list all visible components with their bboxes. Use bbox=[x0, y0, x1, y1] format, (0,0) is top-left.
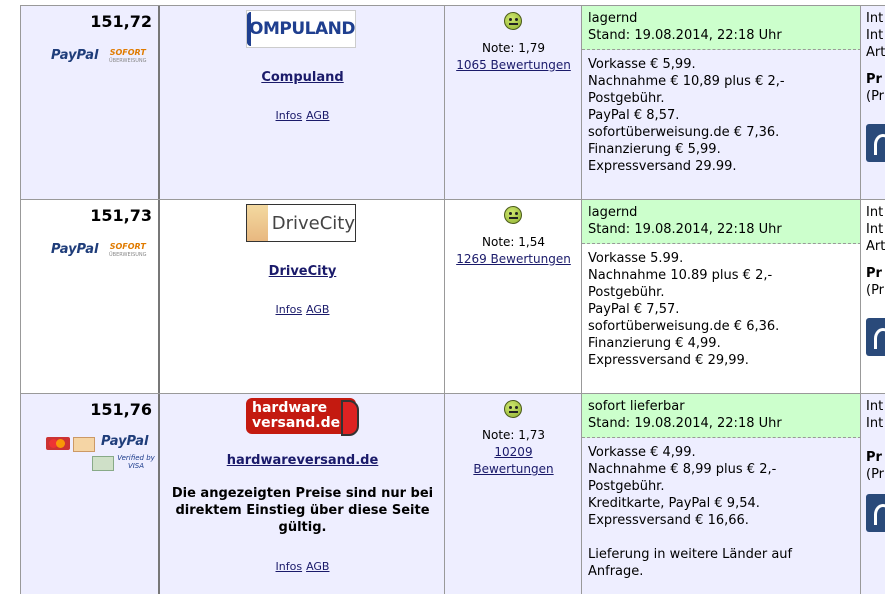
shipping-costs bbox=[588, 250, 855, 369]
bank-transfer-icon bbox=[92, 456, 114, 471]
more-line: Int bbox=[866, 416, 884, 431]
availability-cell bbox=[581, 394, 861, 594]
badge-icon[interactable] bbox=[866, 494, 885, 532]
agb-link[interactable]: AGB bbox=[306, 303, 330, 316]
shipping-line: Expressversand € 16,66. bbox=[588, 513, 749, 528]
shipping-line: Vorkasse € 4,99. bbox=[588, 445, 696, 460]
paypal-logo-icon: PayPal bbox=[101, 434, 149, 449]
sofort-logo-icon: SOFORT ÜBERWEISUNG bbox=[109, 48, 147, 64]
paypal-logo-icon: PayPal bbox=[51, 48, 99, 63]
shipping-line: Kreditkarte, PayPal € 9,54. bbox=[588, 496, 760, 511]
more-line: (Pr bbox=[866, 467, 885, 482]
reviews-link[interactable]: Bewertungen bbox=[473, 462, 554, 476]
offer-row bbox=[20, 393, 885, 594]
shipping-line: sofortüberweisung.de € 6,36. bbox=[588, 319, 780, 334]
smiley-icon bbox=[504, 400, 522, 418]
more-line: Art bbox=[866, 45, 885, 60]
shop-links bbox=[160, 560, 445, 573]
reviews-link[interactable]: 10209 bbox=[494, 445, 533, 459]
reviews-link[interactable]: 1269 Bewertungen bbox=[456, 252, 571, 266]
shipping-line: Nachnahme € 8,99 plus € 2,- bbox=[588, 462, 777, 477]
availability-box bbox=[582, 394, 861, 438]
compuland-logo[interactable]: OMPULAND bbox=[246, 10, 356, 48]
shipping-costs bbox=[588, 56, 855, 175]
availability-status: lagernd bbox=[588, 205, 638, 220]
shipping-line: Anfrage. bbox=[588, 564, 644, 579]
rating-note: Note: 1,73 bbox=[482, 428, 545, 442]
more-info-cell bbox=[860, 394, 885, 594]
availability-cell bbox=[581, 6, 861, 200]
more-line: Pr bbox=[866, 72, 882, 87]
more-line: (Pr bbox=[866, 283, 885, 298]
infos-link[interactable]: Infos bbox=[275, 303, 303, 316]
badge-icon[interactable] bbox=[866, 124, 885, 162]
drivecity-logo[interactable]: DriveCity bbox=[246, 204, 356, 242]
price-notice: Die angezeigten Preise sind nur bei direktem Einstieg über diese Seite gültig. bbox=[171, 486, 434, 535]
availability-box bbox=[582, 6, 861, 50]
availability-box bbox=[582, 200, 861, 244]
shop-name-link[interactable]: hardwareversand.de bbox=[226, 453, 379, 468]
availability-status: sofort lieferbar bbox=[588, 399, 685, 414]
more-info-cell bbox=[860, 200, 885, 394]
more-info bbox=[866, 398, 884, 483]
rating-cell bbox=[444, 394, 582, 594]
agb-link[interactable]: AGB bbox=[306, 560, 330, 573]
shop-cell bbox=[158, 394, 445, 594]
shipping-line: Postgebühr. bbox=[588, 479, 665, 494]
more-line: Pr bbox=[866, 266, 882, 281]
availability-status: lagernd bbox=[588, 11, 638, 26]
shop-cell bbox=[158, 6, 445, 200]
paypal-logo-icon: PayPal bbox=[51, 242, 99, 257]
shop-name-link[interactable]: Compuland bbox=[261, 70, 344, 85]
shipping-costs bbox=[588, 444, 855, 580]
shipping-line: Nachnahme 10.89 plus € 2,- bbox=[588, 268, 773, 283]
shop-name-link[interactable]: DriveCity bbox=[268, 264, 337, 279]
price-cell bbox=[20, 394, 159, 594]
shipping-line: Expressversand € 29,99. bbox=[588, 353, 749, 368]
rating-note: Note: 1,54 bbox=[482, 235, 545, 249]
shipping-line: Postgebühr. bbox=[588, 285, 665, 300]
shop-cell bbox=[158, 200, 445, 394]
more-line: Int bbox=[866, 399, 884, 414]
price: 151,73 bbox=[90, 206, 152, 225]
price-cell bbox=[20, 6, 159, 200]
price: 151,72 bbox=[90, 12, 152, 31]
smiley-icon bbox=[504, 206, 522, 224]
bank-card-icon bbox=[73, 437, 95, 452]
shipping-line: PayPal € 8,57. bbox=[588, 108, 680, 123]
more-line: Int bbox=[866, 205, 884, 220]
more-line: Art bbox=[866, 239, 885, 254]
shipping-line: Vorkasse 5.99. bbox=[588, 251, 684, 266]
mastercard-logo-icon bbox=[46, 437, 70, 450]
offer-row bbox=[20, 5, 885, 200]
verified-by-visa-icon: Verified by VISA bbox=[117, 454, 155, 470]
infos-link[interactable]: Infos bbox=[275, 560, 303, 573]
rating-cell bbox=[444, 6, 582, 200]
offer-row bbox=[20, 199, 885, 394]
rating-cell bbox=[444, 200, 582, 394]
shipping-line: Lieferung in weitere Länder auf bbox=[588, 547, 793, 562]
more-info-cell bbox=[860, 6, 885, 200]
shop-links bbox=[160, 303, 445, 316]
more-line: (Pr bbox=[866, 89, 885, 104]
shipping-line: Nachnahme € 10,89 plus € 2,- bbox=[588, 74, 785, 89]
price: 151,76 bbox=[90, 400, 152, 419]
more-line: Int bbox=[866, 222, 884, 237]
more-line: Pr bbox=[866, 450, 882, 465]
more-line: Int bbox=[866, 11, 884, 26]
shipping-line: Finanzierung € 5,99. bbox=[588, 142, 721, 157]
shipping-line: Vorkasse € 5,99. bbox=[588, 57, 696, 72]
shipping-line bbox=[588, 529, 855, 546]
rating bbox=[445, 427, 582, 478]
shipping-line: Finanzierung € 4,99. bbox=[588, 336, 721, 351]
availability-stand: Stand: 19.08.2014, 22:18 Uhr bbox=[588, 28, 782, 43]
agb-link[interactable]: AGB bbox=[306, 109, 330, 122]
availability-cell bbox=[581, 200, 861, 394]
smiley-icon bbox=[504, 12, 522, 30]
price-cell bbox=[20, 200, 159, 394]
shop-links bbox=[160, 109, 445, 122]
reviews-link[interactable]: 1065 Bewertungen bbox=[456, 58, 571, 72]
shipping-line: Postgebühr. bbox=[588, 91, 665, 106]
sofort-logo-icon: SOFORT ÜBERWEISUNG bbox=[109, 242, 147, 258]
shipping-line: sofortüberweisung.de € 7,36. bbox=[588, 125, 780, 140]
more-line: Int bbox=[866, 28, 884, 43]
more-info bbox=[866, 204, 885, 299]
more-info bbox=[866, 10, 885, 105]
rating bbox=[445, 40, 582, 74]
shipping-line: Expressversand 29.99. bbox=[588, 159, 737, 174]
rating bbox=[445, 234, 582, 268]
availability-stand: Stand: 19.08.2014, 22:18 Uhr bbox=[588, 222, 782, 237]
shipping-line: PayPal € 7,57. bbox=[588, 302, 680, 317]
hardwareversand-logo[interactable]: hardware versand.de bbox=[246, 398, 356, 434]
infos-link[interactable]: Infos bbox=[275, 109, 303, 122]
badge-icon[interactable] bbox=[866, 318, 885, 356]
availability-stand: Stand: 19.08.2014, 22:18 Uhr bbox=[588, 416, 782, 431]
rating-note: Note: 1,79 bbox=[482, 41, 545, 55]
